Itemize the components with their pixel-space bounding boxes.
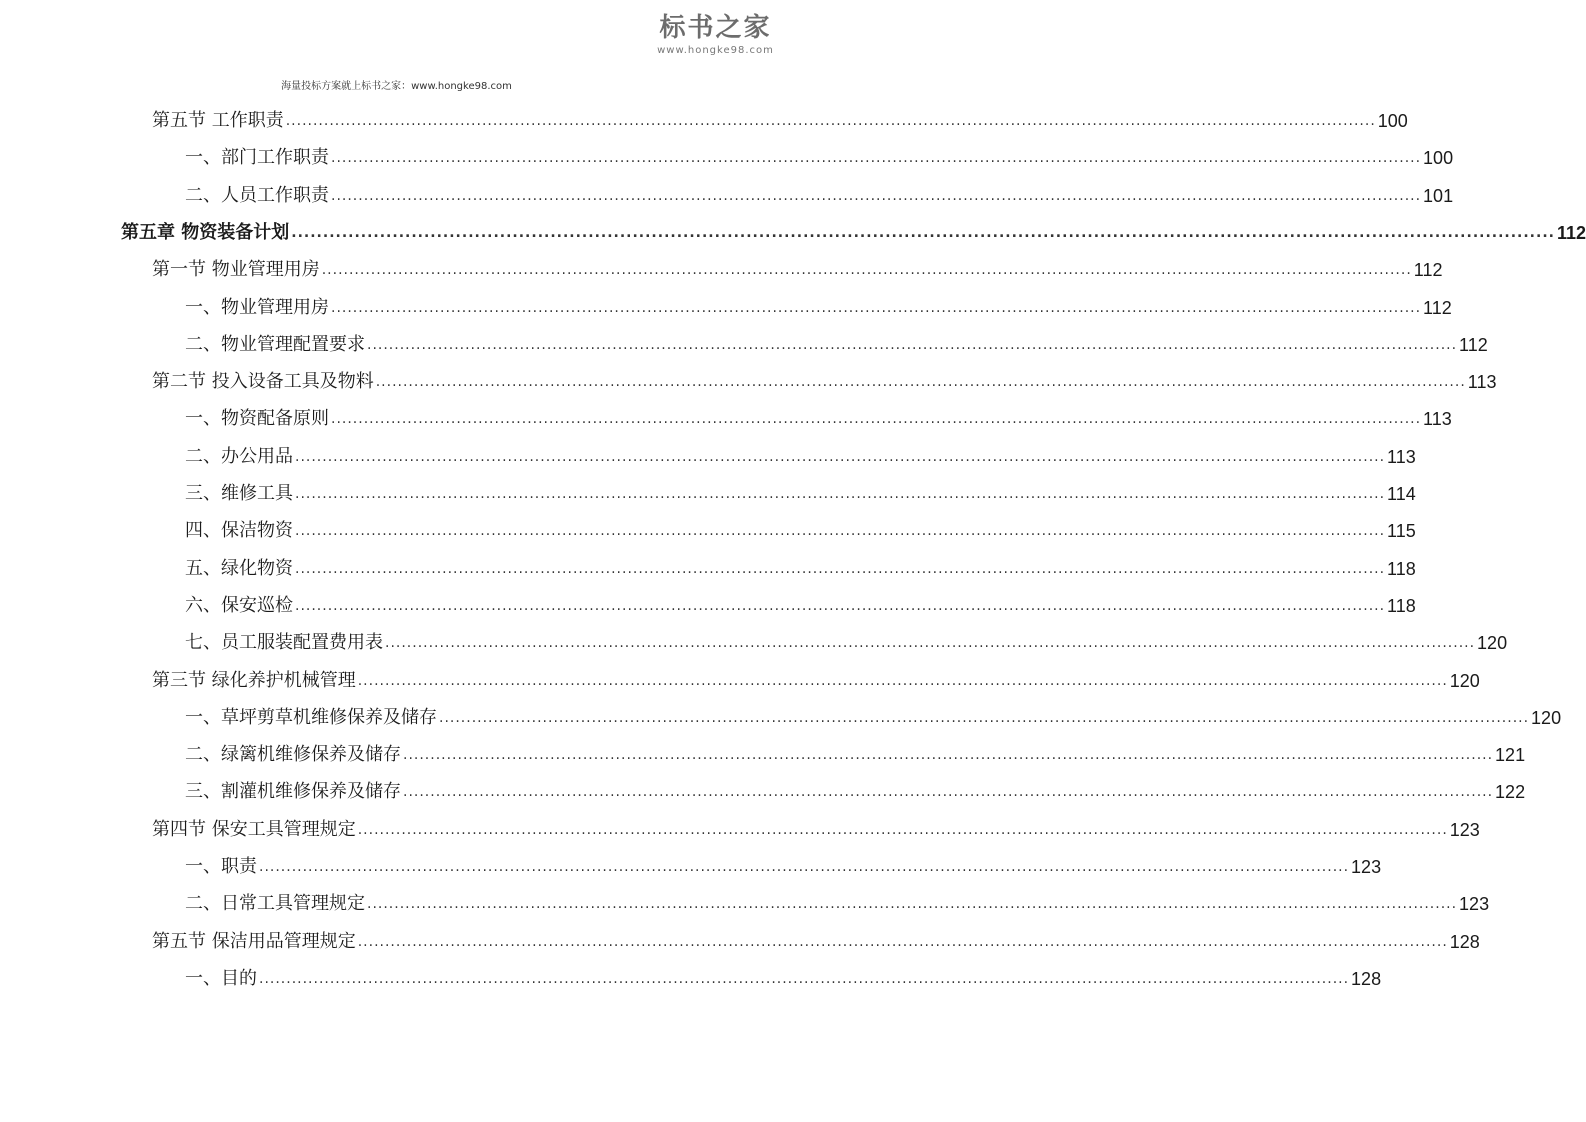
toc-page-number: 123: [1351, 857, 1382, 877]
toc-entry[interactable]: [152, 666, 1480, 692]
toc-page-number: 120: [1449, 670, 1480, 691]
toc-entry-title: 第五节 工作职责: [152, 110, 284, 131]
toc-page-number: 112: [1423, 297, 1452, 318]
toc-leader-dots: ........................................................................................................................................................................................................: [331, 411, 1422, 428]
header-note: 海量投标方案就上标书之家：www.hongke98.com: [281, 81, 512, 92]
toc-page-number: 112: [1459, 334, 1488, 355]
toc-leader-dots: ........................................................................................................................................................................................................: [295, 597, 1386, 614]
toc-entry-title: 七、员工服装配置费用表: [185, 632, 383, 654]
toc-page-number: 112: [1413, 260, 1443, 281]
toc-entry[interactable]: [152, 255, 1443, 281]
toc-page-number: 115: [1387, 521, 1416, 542]
toc-entry[interactable]: [185, 964, 1382, 990]
toc-leader-dots: ........................................................................................................................................................................................................: [331, 299, 1422, 316]
toc-page-number: 128: [1351, 968, 1382, 989]
toc-entry-title: 三、维修工具: [185, 483, 293, 504]
toc-leader-dots: ........................................................................................................................................................................................................: [403, 784, 1494, 801]
toc-leader-dots: ........................................................................................................................................................................................................: [403, 747, 1494, 764]
toc-leader-dots: ........................................................................................................................................................................................................: [357, 672, 1448, 689]
site-logo: [648, 12, 783, 72]
toc-entry-title: 第三节 绿化养护机械管理: [152, 669, 356, 691]
toc-entry[interactable]: [185, 293, 1452, 319]
toc-entry-title: 一、职责: [185, 856, 257, 877]
toc-page-number: 101: [1423, 185, 1454, 206]
toc-entry[interactable]: [152, 367, 1497, 393]
toc-leader-dots: ........................................................................................................................................................................................................: [295, 486, 1386, 502]
toc-entry-title: 三、割灌机维修保养及储存: [185, 781, 401, 803]
toc-entry-title: 第四节 保安工具管理规定: [152, 818, 356, 840]
toc-page-number: 123: [1449, 819, 1480, 840]
toc-page-number: 100: [1377, 111, 1408, 131]
toc-entry[interactable]: [185, 330, 1488, 356]
toc-entry[interactable]: [185, 591, 1416, 617]
toc-entry[interactable]: [152, 927, 1480, 953]
toc-leader-dots: ........................................................................................................................................................................................................: [367, 896, 1458, 913]
toc-page-number: 118: [1387, 595, 1416, 616]
toc-entry[interactable]: [185, 777, 1526, 803]
toc-page-number: 123: [1459, 894, 1490, 915]
toc-entry[interactable]: [185, 404, 1452, 430]
toc-leader-dots: ........................................................................................................................................................................................................: [367, 336, 1458, 353]
toc-leader-dots: ........................................................................................................................................................................................................: [357, 821, 1448, 838]
toc-entry-title: 二、人员工作职责: [185, 184, 329, 206]
toc-entry[interactable]: [185, 703, 1562, 729]
toc-leader-dots: ........................................................................................................................................................................................................: [295, 523, 1386, 540]
toc-entry[interactable]: [185, 479, 1416, 505]
toc-page-number: 114: [1387, 484, 1416, 504]
toc-entry-title: 二、日常工具管理规定: [185, 893, 365, 915]
toc-page-number: 118: [1387, 558, 1416, 579]
toc-page-number: 128: [1449, 931, 1480, 952]
toc-page-number: 121: [1495, 745, 1526, 766]
toc-page-number: 122: [1495, 782, 1526, 803]
toc-page-number: 100: [1423, 148, 1454, 169]
toc-leader-dots: ........................................................................................................................................................................................................: [439, 709, 1530, 726]
toc-leader-dots: ........................................................................................................................................................................................................: [259, 970, 1350, 987]
toc-entry-title: 一、目的: [185, 967, 257, 989]
toc-page-number: 120: [1531, 707, 1562, 728]
toc-entry[interactable]: [185, 442, 1416, 468]
toc-leader-dots: ........................................................................................................................................................................................................: [357, 933, 1448, 950]
toc-entry-title: 四、保洁物资: [185, 520, 293, 542]
toc-entry-title: 第一节 物业管理用房: [152, 259, 320, 281]
toc-entry-title: 二、办公用品: [185, 445, 293, 467]
toc-entry-title: 一、物业管理用房: [185, 296, 329, 318]
toc-entry[interactable]: [185, 143, 1454, 169]
toc-entry[interactable]: [185, 516, 1416, 542]
toc-entry-title: 五、绿化物资: [185, 557, 293, 579]
toc-entry[interactable]: [121, 218, 1586, 244]
logo-name: 标书之家: [659, 13, 772, 43]
toc-leader-dots: ........................................................................................................................................................................................................: [375, 374, 1466, 391]
logo-url: www.hongke98.com: [657, 45, 774, 56]
toc-page-number: 113: [1387, 446, 1416, 467]
toc-entry-title: 一、部门工作职责: [185, 147, 329, 169]
toc-leader-dots: ........................................................................................................................................................................................................: [295, 448, 1386, 465]
toc-page-number: 113: [1423, 409, 1452, 430]
toc-leader-dots: ........................................................................................................................................................................................................: [321, 262, 1412, 279]
toc-page-number: 112: [1556, 222, 1586, 243]
toc-entry[interactable]: [185, 740, 1526, 766]
toc-entry[interactable]: [185, 889, 1490, 915]
toc-leader-dots: ........................................................................................................................................................................................................: [331, 187, 1422, 204]
toc-leader-dots: ........................................................................................................................................................................................................: [259, 859, 1350, 875]
toc-entry-title: 第五章 物资装备计划: [121, 221, 290, 243]
toc-leader-dots: ........................................................................................................................................................................................................: [291, 224, 1555, 241]
toc-entry[interactable]: [185, 181, 1454, 207]
toc-entry[interactable]: [152, 106, 1408, 132]
toc-page-number: 113: [1467, 372, 1497, 393]
toc-entry-title: 一、物资配备原则: [185, 408, 329, 430]
toc-entry-title: 二、绿篱机维修保养及储存: [185, 744, 401, 766]
toc-leader-dots: ........................................................................................................................................................................................................: [385, 635, 1476, 652]
toc-entry-title: 第二节 投入设备工具及物料: [152, 371, 374, 393]
toc-leader-dots: ........................................................................................................................................................................................................: [295, 560, 1386, 577]
toc-page-number: 120: [1477, 633, 1508, 654]
toc-leader-dots: ........................................................................................................................................................................................................: [285, 113, 1376, 129]
toc-entry-title: 六、保安巡检: [185, 594, 293, 616]
toc-entry-title: 第五节 保洁用品管理规定: [152, 930, 356, 952]
toc-entry[interactable]: [152, 815, 1480, 841]
toc-entry-title: 二、物业管理配置要求: [185, 333, 365, 355]
toc-entry[interactable]: [185, 554, 1416, 580]
toc-leader-dots: ........................................................................................................................................................................................................: [331, 150, 1422, 167]
toc-entry[interactable]: [185, 628, 1508, 654]
toc-entry-title: 一、草坪剪草机维修保养及储存: [185, 706, 437, 728]
toc-entry[interactable]: [185, 852, 1382, 878]
